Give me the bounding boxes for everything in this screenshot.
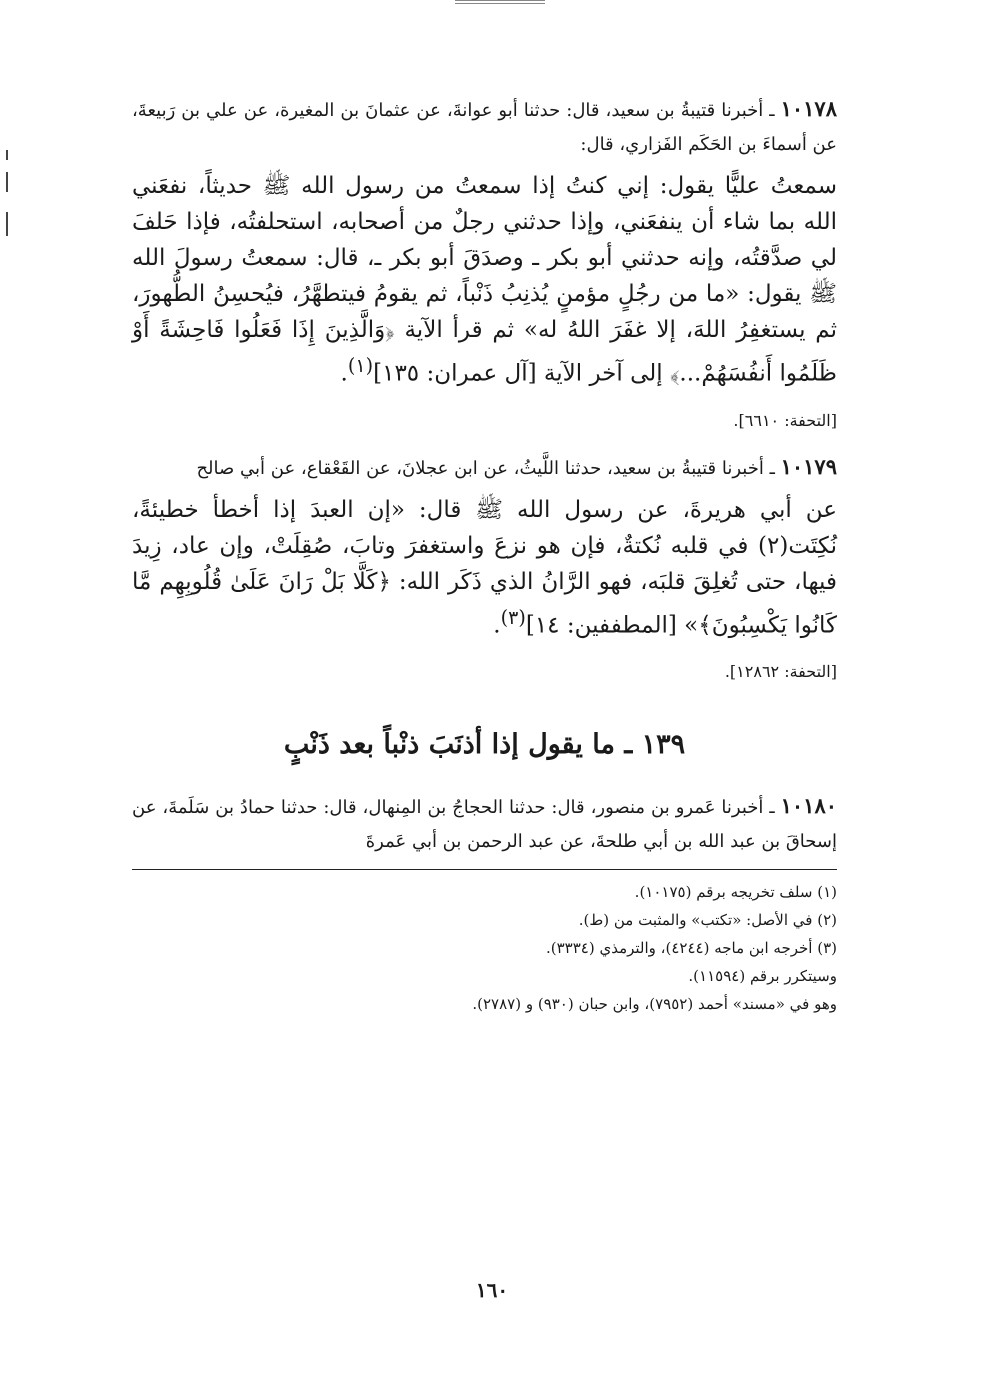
chapter-heading: ١٣٩ ـ ما يقول إذا أذنَبَ ذنْباً بعد ذَنْبٍ bbox=[283, 729, 686, 761]
hadith-number: ١٠١٧٨ bbox=[780, 96, 837, 121]
footnote: وهو في «مسند» أحمد (٧٩٥٢)، وابن حبان (٩٣٠) و (٢٧٨٧). bbox=[472, 995, 837, 1014]
footnote: وسيتكرر برقم (١١٥٩٤). bbox=[688, 967, 837, 986]
footnotes bbox=[132, 878, 837, 1018]
top-rule bbox=[455, 0, 545, 4]
footnote: (٢) في الأصل: «تكتب» والمثبت من (ط). bbox=[578, 911, 837, 930]
page-body bbox=[132, 92, 837, 1018]
footnote-separator bbox=[132, 869, 837, 870]
matn-text: سمعتُ عليًّا يقول: إني كنتُ إذا سمعتُ من رسول الله ﷺ حديثاً، نفعَني الله بما شاء أن ينفعَني، وإذا حدثني رجلٌ من أصحابه، استحلفتُه، فإذا حَلفَ لي صدَّقتُه، وإنه حدثني أبو بكر ـ وصدَقَ أبو بكر ـ، قال: سمعتُ رسولَ الله ﷺ يقول: «ما من رجُلٍ مؤمنٍ يُذنِبُ ذَنْباً، ثم يقومُ فيتطهَّرُ، فيُحسِنُ الطُّهورَ، ثم يستغفِرُ اللهَ، إلا غفَرَ اللهُ له» ثم قرأ الآية ﴿وَالَّذِينَ إِذَا فَعَلُوا فَاحِشَةً أَوْ ظَلَمُوا أَنفُسَهُمْ...﴾ إلى آخر الآية [آل عمران: ١٣٥] bbox=[132, 173, 837, 387]
hadith-10178-isnad bbox=[132, 92, 837, 162]
footnote: (٣) أخرجه ابن ماجه (٤٢٤٤)، والترمذي (٣٣٣٤). bbox=[545, 939, 837, 958]
hadith-10179-isnad bbox=[132, 450, 837, 486]
footnote: (١) سلف تخريجه برقم (١٠١٧٥). bbox=[634, 883, 837, 902]
hadith-number: ١٠١٨٠ bbox=[780, 793, 838, 819]
tuhfa-ref: [التحفة: ٦٦١٠]. bbox=[733, 410, 837, 430]
hadith-10180-isnad bbox=[132, 789, 837, 859]
scan-edge-mark bbox=[6, 172, 8, 192]
hadith-10179-matn: عن أبي هريرةَ، عن رسول الله ﷺ قال: «إن العبدَ إذا أخطأ خطيئةً، نُكِتَت(٢) في قلبه نُكتةٌ، فإن هو نزعَ واستغفرَ وتابَ، صُقِلَتْ، وإن عاد، زِيدَ فيها، حتى تُغلِقَ قلبَه، فهو الرَّانُ الذي ذَكَر الله: ﴿كَلَّا بَلْ رَانَ عَلَىٰ قُلُوبِهِم مَّا كَانُوا يَكْسِبُونَ﴾» [المطففين: ١٤]$^{(٣)}$. bbox=[132, 496, 837, 639]
tuhfa-ref: [التحفة: ١٢٨٦٢]. bbox=[724, 662, 837, 682]
footnote-ref: (٣) bbox=[500, 605, 526, 629]
matn-text: عن أبي هريرةَ، عن رسول الله ﷺ قال: «إن العبدَ إذا أخطأ خطيئةً، نُكِتَت(٢) في قلبه نُكتةٌ، فإن هو نزعَ واستغفرَ وتابَ، صُقِلَتْ، وإن عاد، زِيدَ فيها، حتى تُغلِقَ قلبَه، فهو الرَّانُ الذي ذَكَر الله: ﴿كَلَّا بَلْ رَانَ عَلَىٰ قُلُوبِهِم مَّا كَانُوا يَكْسِبُونَ﴾» [المطففين: ١٤] bbox=[132, 496, 837, 639]
hadith-10178-matn: سمعتُ عليًّا يقول: إني كنتُ إذا سمعتُ من رسول الله ﷺ حديثاً، نفعَني الله بما شاء أن ينفعَني، وإذا حدثني رجلٌ من أصحابه، استحلفتُه، فإذا حَلفَ لي صدَّقتُه، وإنه حدثني أبو بكر ـ وصدَقَ أبو بكر ـ، قال: سمعتُ رسولَ الله ﷺ يقول: «ما من رجُلٍ مؤمنٍ يُذنِبُ ذَنْباً، ثم يقومُ فيتطهَّرُ، فيُحسِنُ الطُّهورَ، ثم يستغفِرُ اللهَ، إلا غفَرَ اللهُ له» ثم قرأ الآية ﴿وَالَّذِينَ إِذَا فَعَلُوا فَاحِشَةً أَوْ ظَلَمُوا أَنفُسَهُمْ...﴾ إلى آخر الآية [آل عمران: ١٣٥]$^{(١)}$. bbox=[132, 173, 837, 387]
page-number: ١٦٠ bbox=[475, 1278, 509, 1302]
isnad-text: ـ أخبرنا قتيبةُ بن سعيد، حدثنا اللَّيثُ، عن ابن عجلانَ، عن القَعْقاع، عن أبي صالح bbox=[196, 457, 775, 479]
isnad-text: ـ أخبرنا عَمرو بن منصور، قال: حدثنا الحجاجُ بن المِنهال، قال: حدثنا حمادُ بن سَلَمةَ، عن إسحاقَ بن عبد الله بن أبي طلحةَ، عن عبد الرحمن بن أبي عَمرةَ bbox=[132, 797, 837, 853]
isnad-text: ـ أخبرنا قتيبةُ بن سعيد، قال: حدثنا أبو عوانةَ، عن عثمانَ بن المغيرة، عن علي بن رَبيعةَ، عن أسماءَ بن الحَكَم الفَزاري، قال: bbox=[132, 100, 837, 155]
scan-edge-mark bbox=[6, 150, 8, 160]
footnote-ref: (١) bbox=[347, 354, 374, 377]
hadith-number: ١٠١٧٩ bbox=[780, 453, 837, 479]
scan-edge-mark bbox=[6, 212, 8, 236]
